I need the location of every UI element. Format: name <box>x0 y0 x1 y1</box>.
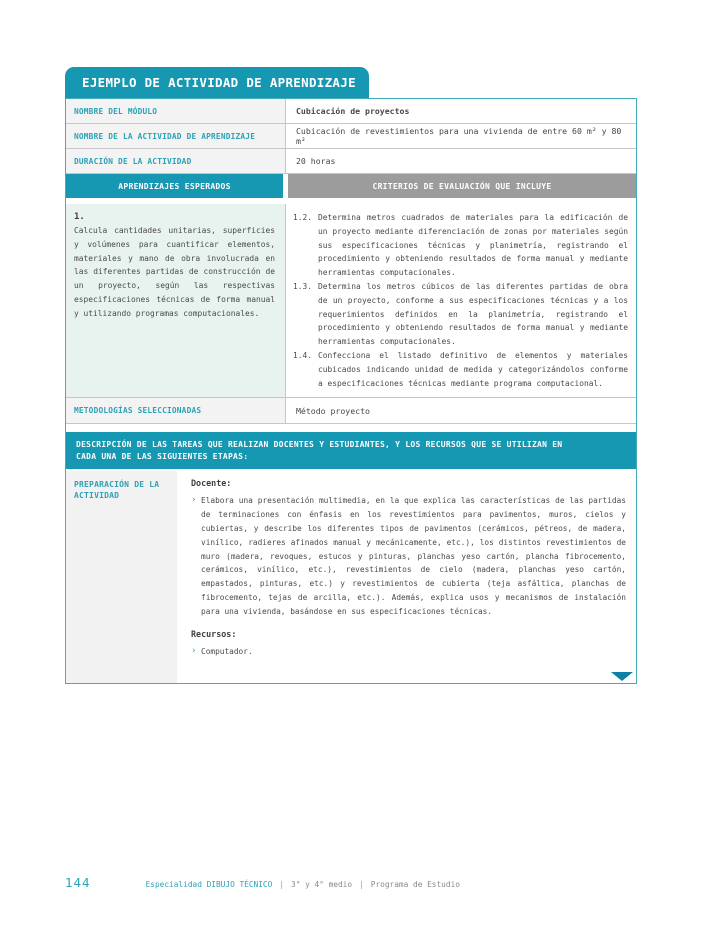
header-tab <box>65 67 369 98</box>
expected-learning-cell <box>66 204 286 397</box>
methodology-label: METODOLOGÍAS SELECCIONADAS <box>66 398 286 423</box>
criteria-item <box>293 349 628 390</box>
preparation-label: PREPARACIÓN DE LA ACTIVIDAD <box>66 471 177 683</box>
resource-bullet-text: Computador. <box>201 646 253 656</box>
table-row-duration <box>66 149 636 174</box>
criteria-item-number: 1.4. <box>293 350 313 360</box>
module-label: NOMBRE DEL MÓDULO <box>66 99 286 123</box>
criteria-item-text: Confecciona el listado definitivo de elementos y materiales cubicados indicando unidad de medida y categorizándolos conforme a especificaciones técnicas mediante programa computacional. <box>318 350 628 388</box>
footer-separator: | <box>279 880 285 889</box>
evaluation-criteria-header: CRITERIOS DE EVALUACIÓN QUE INCLUYE <box>288 174 636 198</box>
bullet-arrow-icon: › <box>191 645 197 656</box>
table-row-methodology <box>66 398 636 424</box>
footer-specialty: Especialidad DIBUJO TÉCNICO <box>145 880 273 889</box>
methodology-value: Método proyecto <box>296 405 370 416</box>
criteria-list <box>286 204 636 397</box>
footer-meta <box>146 880 460 889</box>
criteria-item <box>293 211 628 280</box>
page-footer <box>65 875 460 890</box>
module-value: Cubicación de proyectos <box>296 106 410 116</box>
preparation-content <box>177 471 636 683</box>
bullet-arrow-icon: › <box>191 495 197 506</box>
resources-heading: Recursos: <box>191 628 237 639</box>
table-row-module <box>66 99 636 124</box>
expected-learning-number: 1. <box>74 212 85 222</box>
footer-grade: 3° y 4° medio <box>291 880 353 889</box>
column-headers <box>66 174 636 198</box>
duration-label: DURACIÓN DE LA ACTIVIDAD <box>66 149 286 173</box>
expected-learning-text: Calcula cantidades unitarias, superficies y volúmenes para cuantificar elementos, materiales y mano de obra involucrada en las diferentes partidas de construcción de un proyecto, según las respectivas especificaciones técnicas de forma manual y utilizando programas computacionales. <box>74 226 275 318</box>
description-banner: DESCRIPCIÓN DE LAS TAREAS QUE REALIZAN DOCENTES Y ESTUDIANTES, Y LOS RECURSOS QUE SE UTILIZAN EN CADA UNA DE LAS SIGUIENTES ETAPAS: <box>66 432 636 469</box>
activity-name-label: NOMBRE DE LA ACTIVIDAD DE APRENDIZAJE <box>66 124 286 148</box>
criteria-item-text: Determina metros cuadrados de materiales para la edificación de un proyecto mediante diferenciación de zonas por materiales según sus especificaciones técnicas y planimetría, registrando el procedimiento y obteniendo resultados de forma manual y mediante herramientas computacionales. <box>318 213 628 278</box>
teacher-heading: Docente: <box>191 478 232 489</box>
activity-table <box>65 98 637 684</box>
table-row-activity-name <box>66 124 636 149</box>
expected-learning-header: APRENDIZAJES ESPERADOS <box>66 174 283 198</box>
learning-body-row <box>66 204 636 398</box>
teacher-bullet-text: Elabora una presentación multimedia, en la que explica las características de las partidas de terminaciones con énfasis en los revestimientos para pavimentos, muros, cielos y cubiertas, y describe los diferentes tipos de pavimentos (cerámicos, pétreos, de madera, vinílico, radieres afinados manual y mecánicamente, etc.), los distintos revestimientos de muro (madera, revoques, estucos y pinturas, planchas yeso cartón, plancha fibrocemento, cerámicos, vinílico, etc.), revestimientos de cielo (madera, planchas yeso cartón, empastados, pinturas, etc.) y revestimientos de cubierta (teja asfáltica, planchas de fibrocemento, tejas de arcilla, etc.). Además, explica usos y mecanismos de instalación para una vivienda, basándose en sus especificaciones técnicas. <box>201 496 626 616</box>
teacher-bullet-item <box>191 494 626 618</box>
criteria-item-number: 1.3. <box>293 281 313 291</box>
criteria-item <box>293 280 628 349</box>
page-continues-arrow-icon <box>611 672 633 681</box>
criteria-item-number: 1.2. <box>293 213 313 222</box>
criteria-item-text: Determina los metros cúbicos de las diferentes partidas de obra de un proyecto, conforme a sus especificaciones técnicas y a los requerimientos definidos en la planimetría, registrando el procedimiento y obteniendo resultados de forma manual y mediante herramientas computacionales. <box>318 281 628 347</box>
activity-name-value: Cubicación de revestimientos para una vivienda de entre 60 m² y 80 m² <box>296 126 622 146</box>
footer-separator: | <box>359 880 364 889</box>
header-tab-title: EJEMPLO DE ACTIVIDAD DE APRENDIZAJE <box>82 75 356 90</box>
preparation-section <box>66 471 636 683</box>
duration-value: 20 horas <box>296 156 336 166</box>
page-number: 144 <box>65 875 91 890</box>
footer-program: Programa de Estudio <box>370 880 460 889</box>
resource-bullet-item <box>191 645 626 659</box>
